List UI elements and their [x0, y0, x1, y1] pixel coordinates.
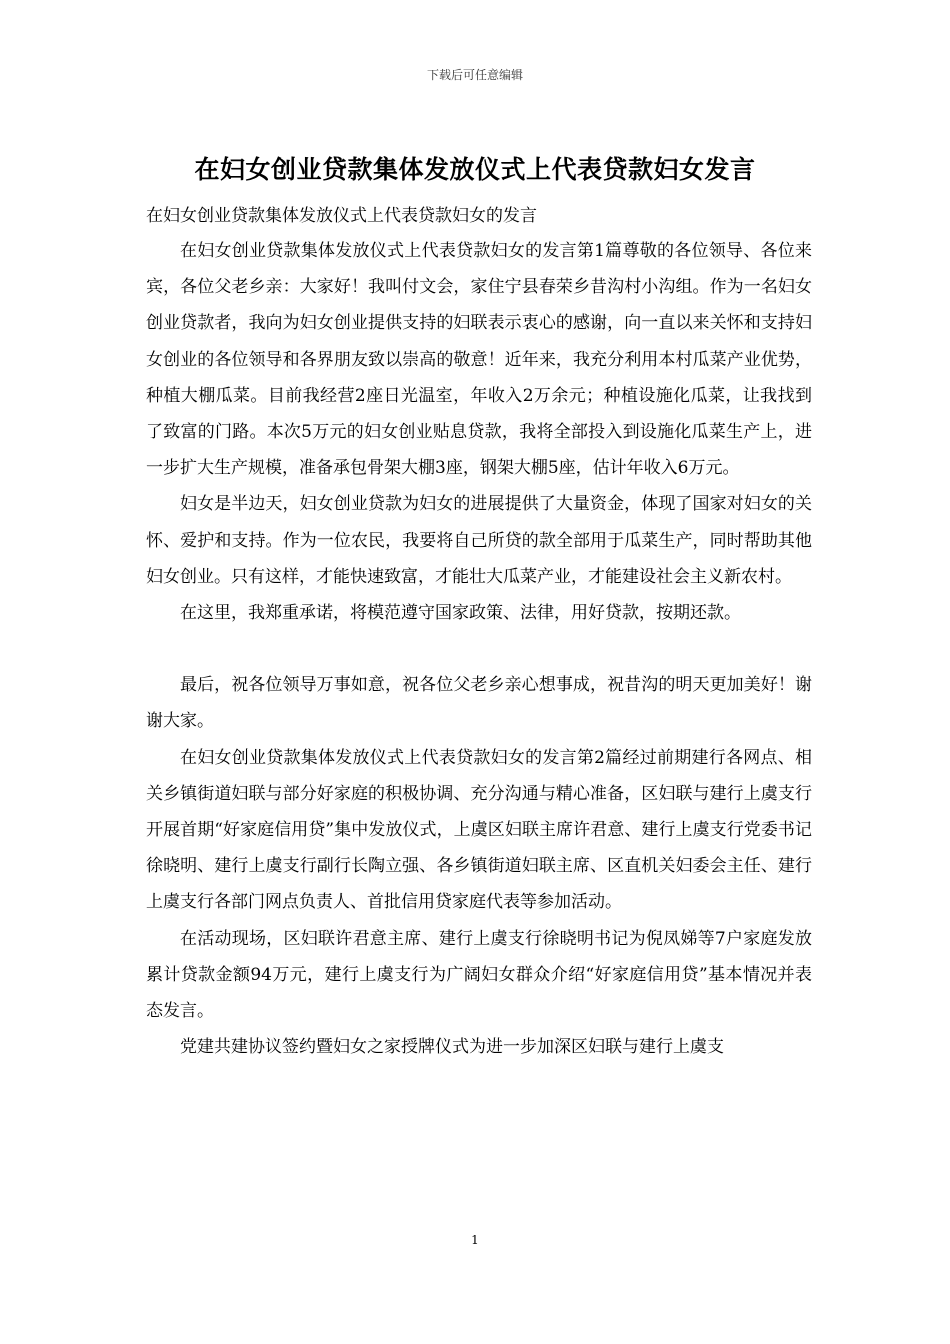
paragraph-4: 最后，祝各位领导万事如意，祝各位父老乡亲心想事成，祝昔沟的明天更加美好！谢谢大家。 — [146, 675, 812, 732]
paragraph-3: 在这里，我郑重承诺，将模范遵守国家政策、法律，用好贷款，按期还款。 — [180, 603, 741, 624]
page-number: 1 — [471, 1233, 479, 1247]
paragraph-7: 党建共建协议签约暨妇女之家授牌仪式为进一步加深区妇联与建行上虞支 — [180, 1037, 724, 1058]
document-body — [146, 233, 812, 1065]
page-header-note: 下载后可任意编辑 — [426, 68, 523, 82]
paragraph-1: 在妇女创业贷款集体发放仪式上代表贷款妇女的发言第1篇尊敬的各位领导、各位来宾，各位父老乡亲：大家好！我叫付文会，家住宁县春荣乡昔沟村小沟组。作为一名妇女创业贷款者，我向为妇女创业提供支持的妇联表示衷心的感谢，向一直以来关怀和支持妇女创业的各位领导和各界朋友致以崇高的敬意！近年来，我充分利用本村瓜菜产业优势，种植大棚瓜菜。目前我经营2座日光温室，年收入2万余元；种植设施化瓜菜，让我找到了致富的门路。本次5万元的妇女创业贴息贷款，我将全部投入到设施化瓜菜生产上，进一步扩大生产规模，准备承包骨架大棚3座，钢架大棚5座，估计年收入6万元。 — [146, 241, 812, 479]
paragraph-5: 在妇女创业贷款集体发放仪式上代表贷款妇女的发言第2篇经过前期建行各网点、相关乡镇街道妇联与部分好家庭的积极协调、充分沟通与精心准备，区妇联与建行上虞支行开展首期“好家庭信用贷”集中发放仪式，上虞区妇联主席许君意、建行上虞支行党委书记徐晓明、建行上虞支行副行长陶立强、各乡镇街道妇联主席、区直机关妇委会主任、建行上虞支行各部门网点负责人、首批信用贷家庭代表等参加活动。 — [146, 747, 812, 913]
document-title: 在妇女创业贷款集体发放仪式上代表贷款妇女发言 — [194, 155, 756, 184]
document-subtitle: 在妇女创业贷款集体发放仪式上代表贷款妇女的发言 — [146, 206, 537, 226]
paragraph-2: 妇女是半边天，妇女创业贷款为妇女的进展提供了大量资金，体现了国家对妇女的关怀、爱护和支持。作为一位农民，我要将自己所贷的款全部用于瓜菜生产，同时帮助其他妇女创业。只有这样，才能快速致富，才能壮大瓜菜产业，才能建设社会主义新农村。 — [146, 494, 812, 587]
paragraph-6: 在活动现场，区妇联许君意主席、建行上虞支行徐晓明书记为倪凤娣等7户家庭发放累计贷款金额94万元，建行上虞支行为广阔妇女群众介绍“好家庭信用贷”基本情况并表态发言。 — [146, 928, 812, 1022]
